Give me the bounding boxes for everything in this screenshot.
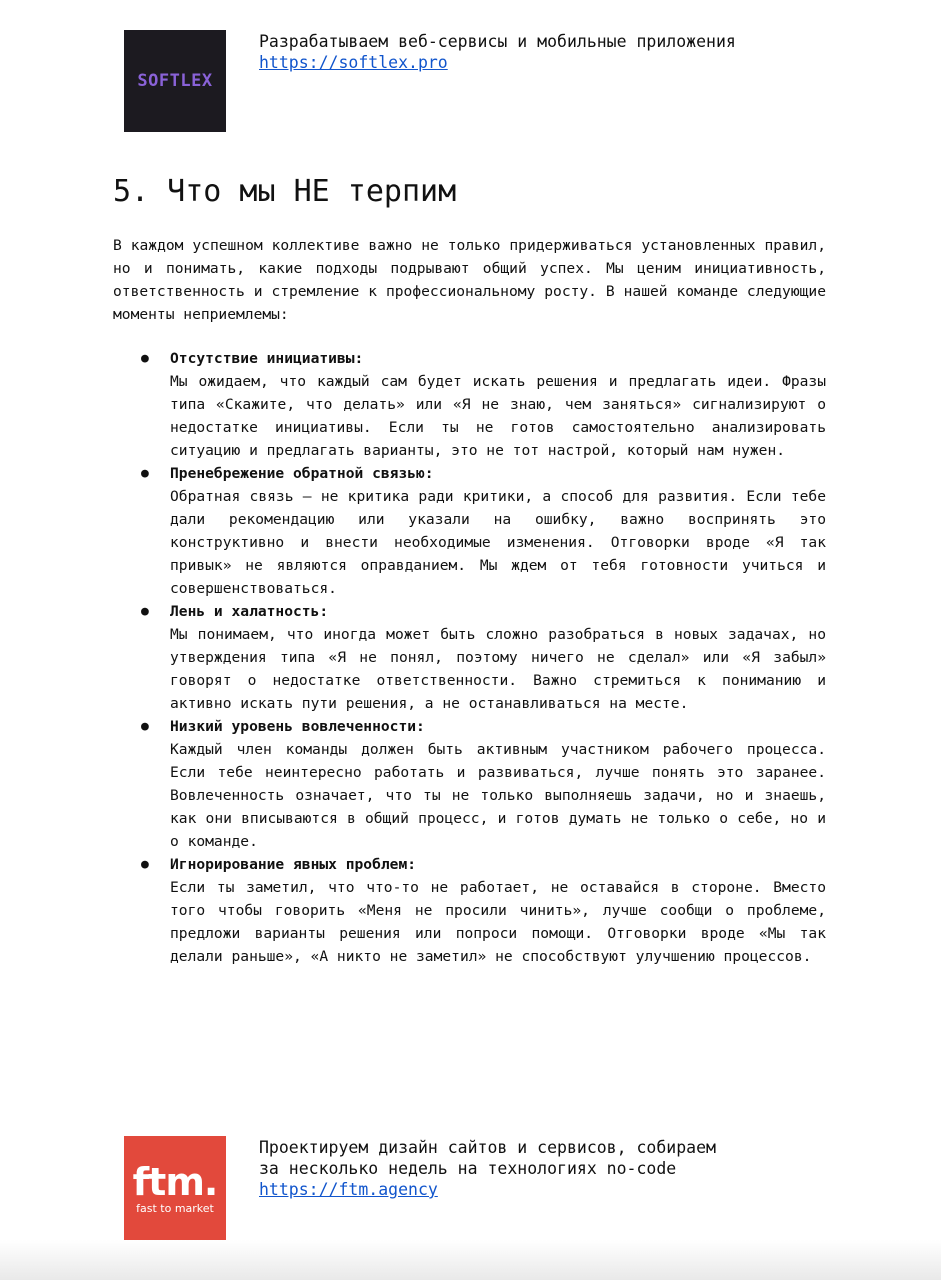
list-item-title: Отсутствие инициативы: (170, 350, 364, 367)
section-intro: В каждом успешном коллективе важно не только придерживаться установленных правил, но и понимать, какие подходы подрывают общий успех. Мы ценим инициативность, ответственность и стремление к профессиональному росту. В нашей команде следующие моменты неприемлемы: (113, 237, 826, 323)
bullet-icon: ● (141, 466, 149, 481)
bullet-icon: ● (141, 857, 149, 872)
list-item-text: Если ты заметил, что что-то не работает, не оставайся в стороне. Вместо того чтобы говорить «Меня не просили чинить», лучше сообщи о проблеме, предложи варианты решения или попроси помощи. Отговорки вроде «Мы так делали раньше», «А никто не заметил» не способствуют улучшению процессов. (170, 879, 826, 965)
footer-text (259, 1137, 716, 1200)
softlex-logo (124, 30, 226, 132)
list-item (113, 462, 826, 600)
list-item-title: Низкий уровень вовлеченности: (170, 718, 425, 735)
list-item (113, 715, 826, 853)
list-item-title: Пренебрежение обратной связью: (170, 465, 434, 482)
list-item-text: Мы понимаем, что иногда может быть сложно разобраться в новых задачах, но утверждения типа «Я не понял, поэтому ничего не сделал» или «Я забыл» говорят о недостатке ответственности. Важно стремиться к пониманию и активно искать пути решения, а не останавливаться на месте. (170, 626, 826, 712)
list-item (113, 347, 826, 462)
page-bottom-shadow (0, 1240, 941, 1280)
list-item (113, 600, 826, 715)
list-item (113, 853, 826, 968)
footer-link[interactable]: https://ftm.agency (259, 1180, 438, 1199)
ftm-logo-caption: fast to market (136, 1202, 214, 1215)
ftm-logo-mark: ftm. (132, 1160, 218, 1204)
list-item-title: Лень и халатность: (170, 603, 329, 620)
header-tagline: Разрабатываем веб-сервисы и мобильные приложения (259, 32, 736, 51)
footer-line-1: Проектируем дизайн сайтов и сервисов, собираем (259, 1138, 716, 1157)
list-item-title: Игнорирование явных проблем: (170, 856, 417, 873)
footer-line-2: за несколько недель на технологиях no-code (259, 1159, 677, 1178)
list-item-text: Каждый член команды должен быть активным участником рабочего процесса. Если тебе неинтересно работать и развиваться, лучше понять это заранее. Вовлеченность означает, что ты не только выполняешь задачи, но и знаешь, как они вписываются в общий процесс, и готов думать не только о себе, но и о команде. (170, 741, 826, 850)
header-text (259, 31, 736, 73)
section-content (113, 234, 826, 968)
ftm-logo (124, 1136, 226, 1240)
list-item-text: Обратная связь — не критика ради критики, а способ для развития. Если тебе дали рекомендацию или указали на ошибку, важно воспринять это конструктивно и внести необходимые изменения. Отговорки вроде «Я так привык» не являются оправданием. Мы ждем от тебя готовности учиться и совершенствоваться. (170, 488, 826, 597)
list-item-text: Мы ожидаем, что каждый сам будет искать решения и предлагать идеи. Фразы типа «Скажите, что делать» или «Я не знаю, чем заняться» сигнализируют о недостатке инициативы. Если ты не готов самостоятельно анализировать ситуацию и предлагать варианты, это не тот настрой, который нам нужен. (170, 373, 826, 459)
header-link[interactable]: https://softlex.pro (259, 53, 448, 72)
rules-list (113, 347, 826, 968)
bullet-icon: ● (141, 351, 149, 366)
bullet-icon: ● (141, 604, 149, 619)
bullet-icon: ● (141, 719, 149, 734)
softlex-logo-text: SOFTLEX (137, 71, 213, 91)
section-title: 5. Что мы НЕ терпим (113, 174, 457, 209)
